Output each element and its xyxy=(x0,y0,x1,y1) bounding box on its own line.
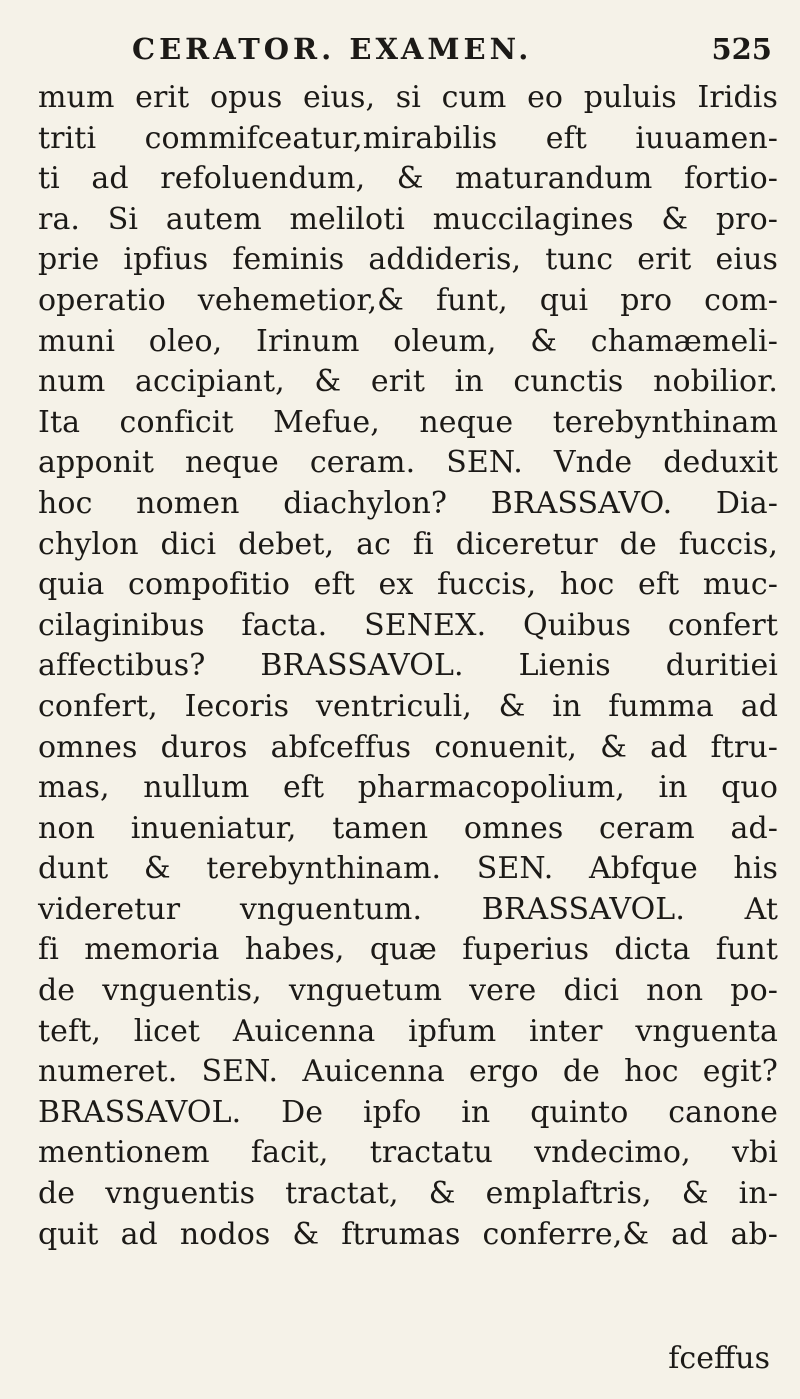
text-line: BRASSAVOL. De ipfo in quinto canone xyxy=(38,1094,778,1130)
text-line: non inueniatur, tamen omnes ceram ad- xyxy=(38,810,778,846)
text-line: videretur vnguentum. BRASSAVOL. At xyxy=(38,891,778,927)
text-line: ti ad refoluendum, & maturandum fortio- xyxy=(38,161,778,197)
text-line: cilaginibus facta. SENEX. Quibus confert xyxy=(38,607,778,643)
text-line: operatio vehemetior,& funt, qui pro com- xyxy=(38,282,778,318)
running-head: CERATOR. EXAMEN. xyxy=(132,32,533,66)
text-line: affectibus? BRASSAVOL. Lienis duritiei xyxy=(38,648,778,684)
text-line: quia compofitio eft ex fuccis, hoc eft muc- xyxy=(38,567,778,603)
text-line: mentionem facit, tractatu vndecimo, vbi xyxy=(38,1135,778,1171)
text-line: hoc nomen diachylon? BRASSAVO. Dia- xyxy=(38,485,778,521)
text-line: quit ad nodos & ftrumas conferre,& ad ab- xyxy=(38,1216,778,1252)
page-header xyxy=(132,28,772,74)
text-line: numeret. SEN. Auicenna ergo de hoc egit? xyxy=(38,1054,778,1090)
page-number: 525 xyxy=(711,32,772,66)
body-text xyxy=(38,78,778,1255)
text-line: prie ipfius feminis addideris, tunc erit eius xyxy=(38,242,778,278)
text-line: teft, licet Auicenna ipfum inter vnguenta xyxy=(38,1013,778,1049)
text-line: apponit neque ceram. SEN. Vnde deduxit xyxy=(38,445,778,481)
text-line: mum erit opus eius, si cum eo puluis Iridis xyxy=(38,80,778,115)
text-line: omnes duros abfceffus conuenit, & ad ftru- xyxy=(38,729,778,765)
text-line: triti commifceatur,mirabilis eft iuuamen- xyxy=(38,120,778,156)
text-line: num accipiant, & erit in cunctis nobilior. xyxy=(38,364,778,400)
text-line: mas, nullum eft pharmacopolium, in quo xyxy=(38,770,778,806)
text-line: de vnguentis, vnguetum vere dici non po- xyxy=(38,973,778,1009)
text-line: Ita conficit Mefue, neque terebynthinam xyxy=(38,404,778,440)
text-line: dunt & terebynthinam. SEN. Abfque his xyxy=(38,851,778,887)
text-line: muni oleo, Irinum oleum, & chamæmeli- xyxy=(38,323,778,359)
text-line: de vnguentis tractat, & emplaftris, & in- xyxy=(38,1176,778,1212)
text-line: confert, Iecoris ventriculi, & in fumma ad xyxy=(38,688,778,724)
text-line: chylon dici debet, ac fi diceretur de fuccis, xyxy=(38,526,778,562)
catchword: fceffus xyxy=(668,1341,770,1376)
text-line: fi memoria habes, quæ fuperius dicta funt xyxy=(38,932,778,968)
text-line: ra. Si autem meliloti muccilagines & pro- xyxy=(38,201,778,237)
